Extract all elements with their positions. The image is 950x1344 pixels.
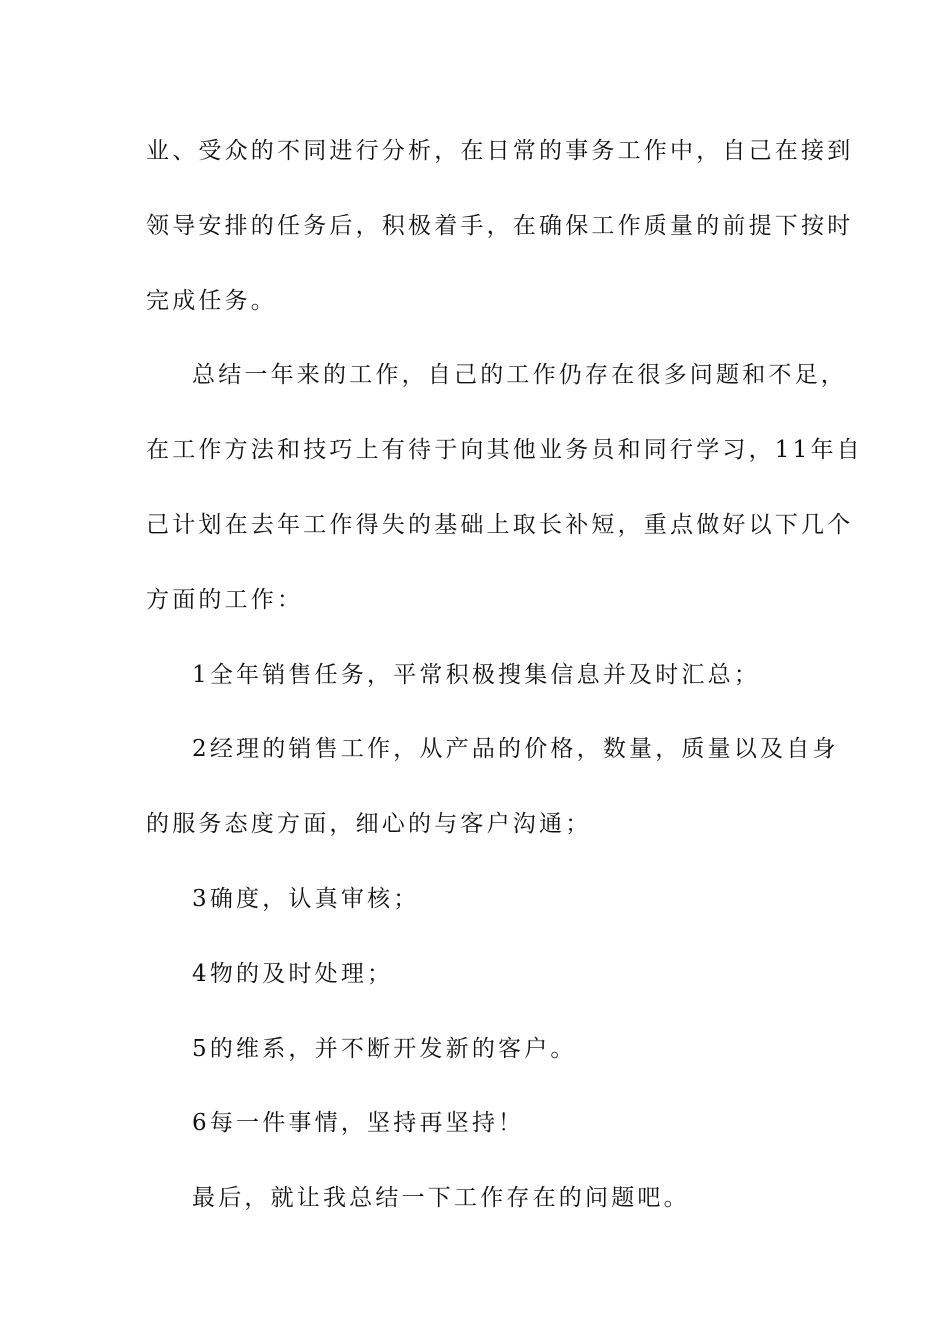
text-line: 5的维系，并不断开发新的客户。 (192, 1036, 577, 1062)
text-line: 的服务态度方面，细心的与客户沟通； (146, 811, 592, 837)
text-line: 领导安排的任务后，积极着手，在确保工作质量的前提下按时 (146, 213, 854, 239)
text-line: 最后，就让我总结一下工作存在的问题吧。 (192, 1185, 690, 1211)
text-line: 2经理的销售工作，从产品的价格，数量，质量以及自身 (192, 736, 839, 762)
text-line: 4物的及时处理； (192, 961, 394, 987)
text-line: 3确度，认真审核； (192, 886, 420, 912)
text-line: 在工作方法和技巧上有待于向其他业务员和同行学习，11年自 (146, 437, 863, 463)
text-line: 业、受众的不同进行分析，在日常的事务工作中，自己在接到 (146, 138, 854, 164)
text-line: 方面的工作： (146, 587, 304, 613)
text-line: 己计划在去年工作得失的基础上取长补短，重点做好以下几个 (146, 512, 854, 538)
text-line: 1全年销售任务，平常积极搜集信息并及时汇总； (192, 662, 761, 688)
text-line: 总结一年来的工作，自己的工作仍存在很多问题和不足， (192, 362, 847, 388)
text-line: 完成任务。 (146, 288, 277, 314)
text-line: 6每一件事情，坚持再坚持！ (192, 1110, 525, 1136)
